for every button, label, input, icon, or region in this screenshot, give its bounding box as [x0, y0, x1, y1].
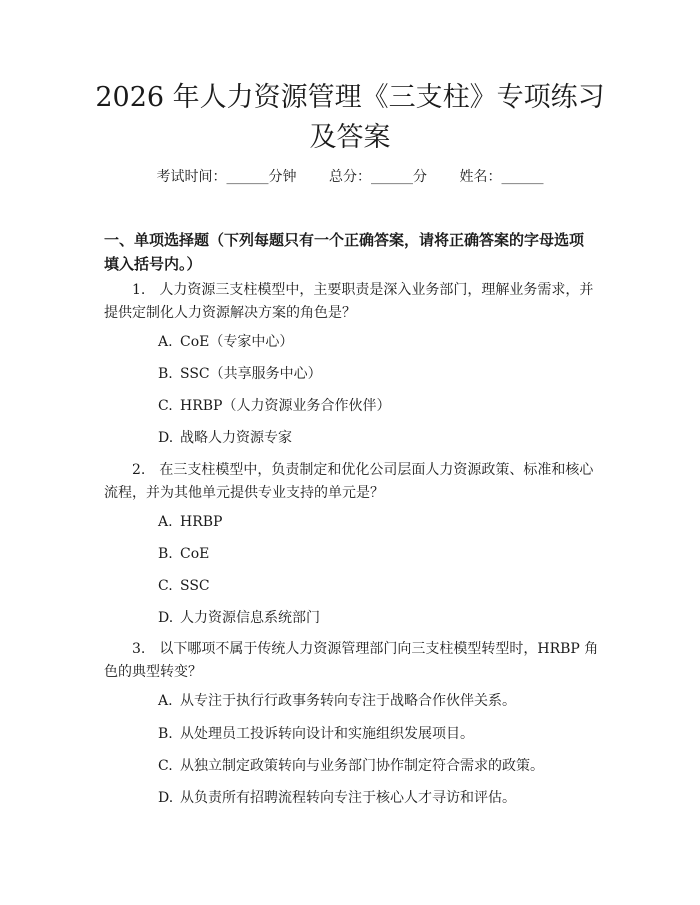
option-2b: [158, 544, 598, 564]
question-3: [104, 638, 600, 684]
section-heading: 一、单项选择题（下列每题只有一个正确答案，请将正确答案的字母选项填入括号内。）: [104, 231, 585, 273]
option-letter: B.: [158, 546, 173, 562]
option-text: HRBP（人力资源业务合作伙伴）: [180, 398, 391, 414]
exam-time: [157, 167, 297, 187]
name-label: 姓名：: [459, 169, 502, 185]
option-text: CoE（专家中心）: [180, 334, 294, 350]
option-text: 战略人力资源专家: [180, 430, 292, 446]
name-blank: ______: [501, 169, 544, 185]
time-label: 考试时间：: [156, 169, 227, 185]
total-score: [329, 167, 427, 187]
option-1c: [158, 396, 598, 416]
option-letter: A.: [158, 514, 173, 530]
option-text: 从处理员工投诉转向设计和实施组织发展项目。: [180, 726, 474, 742]
option-text: SSC: [180, 578, 210, 594]
score-unit: 分: [413, 169, 427, 185]
option-text: SSC（共享服务中心）: [180, 366, 322, 382]
time-unit: 分钟: [268, 169, 297, 185]
option-2c: [158, 576, 598, 596]
option-2a: [158, 512, 598, 532]
option-letter: C.: [158, 398, 173, 414]
question-text: 以下哪项不属于传统人力资源管理部门向三支柱模型转型时，HRBP 角色的典型转变？: [104, 641, 599, 680]
option-text: 人力资源信息系统部门: [180, 610, 320, 626]
option-letter: C.: [158, 578, 173, 594]
question-number: 1.: [132, 282, 146, 298]
option-letter: C.: [158, 758, 173, 774]
option-letter: A.: [158, 334, 173, 350]
question-text: 在三支柱模型中，负责制定和优化公司层面人力资源政策、标准和核心流程，并为其他单元提供专业支持的单元是？: [104, 462, 594, 501]
option-letter: D.: [158, 610, 174, 626]
option-1b: [158, 364, 598, 384]
option-1a: [158, 332, 598, 352]
option-3b: [158, 724, 598, 744]
score-blank: ______: [371, 169, 413, 185]
option-text: 从负责所有招聘流程转向专注于核心人才寻访和评估。: [180, 790, 516, 806]
exam-meta: [0, 167, 700, 187]
score-label: 总分：: [329, 169, 371, 185]
student-name: [459, 167, 543, 187]
option-3c: [158, 756, 598, 776]
option-text: 从专注于执行行政事务转向专注于战略合作伙伴关系。: [180, 693, 516, 709]
option-letter: B.: [158, 726, 173, 742]
question-2: [104, 459, 600, 505]
time-blank: ______: [226, 169, 269, 185]
option-1d: [158, 428, 598, 448]
option-letter: D.: [158, 790, 174, 806]
option-3a: [158, 691, 598, 711]
page-title: 2026 年人力资源管理《三支柱》专项练习及答案: [95, 82, 605, 153]
option-text: HRBP: [180, 514, 223, 530]
option-letter: D.: [158, 430, 174, 446]
question-number: 3.: [132, 641, 146, 657]
question-1: [104, 279, 600, 325]
question-number: 2.: [132, 462, 146, 478]
option-letter: A.: [158, 693, 173, 709]
question-text: 人力资源三支柱模型中，主要职责是深入业务部门，理解业务需求，并提供定制化人力资源解决方案的角色是？: [104, 282, 594, 321]
option-text: 从独立制定政策转向与业务部门协作制定符合需求的政策。: [180, 758, 544, 774]
option-text: CoE: [180, 546, 210, 562]
option-3d: [158, 788, 598, 808]
option-2d: [158, 608, 598, 628]
option-letter: B.: [158, 366, 173, 382]
